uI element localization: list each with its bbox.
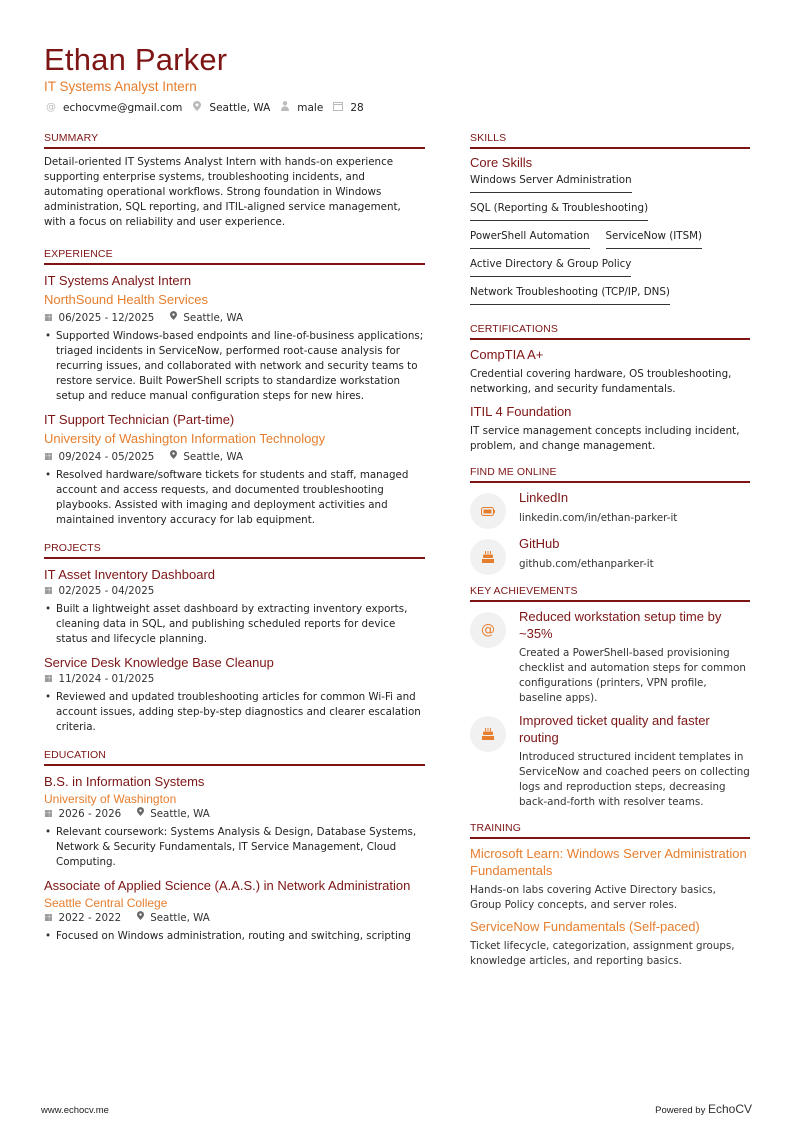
achievement-description: Introduced structured incident templates in ServiceNow and coached peers on collecting logs and reproduction steps, decreasing back-and-forth with resolver teams. bbox=[519, 751, 750, 808]
cake-icon bbox=[470, 716, 506, 752]
entry-dates: 2022 - 2022 bbox=[58, 912, 122, 924]
entry-meta bbox=[44, 584, 425, 599]
cert-title: ITIL 4 Foundation bbox=[470, 404, 572, 419]
section-heading: PROJECTS bbox=[44, 542, 425, 559]
contact-email[interactable] bbox=[46, 102, 182, 114]
cert-description: IT service management concepts including incident, problem, and change management. bbox=[470, 425, 740, 452]
gender-text: male bbox=[297, 101, 324, 114]
skills-section bbox=[470, 132, 750, 313]
profile-label: GitHub bbox=[519, 536, 560, 551]
education-entry bbox=[44, 876, 425, 941]
online-section bbox=[470, 466, 750, 575]
contact-location bbox=[192, 101, 270, 114]
certifications-section bbox=[470, 323, 750, 454]
calendar-icon bbox=[333, 102, 343, 114]
profile-link[interactable]: github.com/ethanparker-it bbox=[519, 558, 654, 570]
training-description: Hands-on labs covering Active Directory basics, Group Policy concepts, and server roles. bbox=[470, 884, 716, 911]
section-heading: EDUCATION bbox=[44, 749, 425, 766]
map-pin-icon bbox=[170, 450, 177, 465]
skill-tag: Active Directory & Group Policy bbox=[470, 257, 631, 277]
bullet-list bbox=[44, 690, 425, 735]
achievement-title: Improved ticket quality and faster routing bbox=[519, 713, 710, 745]
left-column bbox=[44, 132, 425, 951]
calendar-icon: ▦ bbox=[44, 674, 53, 684]
bullet-item: • Built a lightweight asset dashboard by extracting inventory exports, cleaning data in SQL, and publishing scheduled reports for device status and lifecycle planning. bbox=[44, 602, 425, 647]
footer-website[interactable]: www.echocv.me bbox=[41, 1105, 109, 1116]
entry-meta bbox=[44, 911, 425, 926]
achievement-item bbox=[470, 608, 750, 706]
skill-tag: PowerShell Automation bbox=[470, 229, 590, 249]
training-title: Microsoft Learn: Windows Server Administration Fundamentals bbox=[470, 846, 747, 878]
entry-location: Seattle, WA bbox=[183, 451, 244, 463]
online-profile-github[interactable] bbox=[470, 535, 750, 575]
calendar-icon: ▦ bbox=[44, 452, 53, 462]
achievements-section bbox=[470, 585, 750, 810]
bullet-list bbox=[44, 825, 425, 870]
degree-title: Associate of Applied Science (A.A.S.) in Network Administration bbox=[44, 878, 411, 893]
skills-group-title: Core Skills bbox=[470, 155, 533, 170]
entry-meta bbox=[44, 311, 425, 326]
education-entry bbox=[44, 772, 425, 870]
achievement-title: Reduced workstation setup time by ~35% bbox=[519, 609, 722, 641]
entry-location: Seattle, WA bbox=[150, 808, 210, 820]
cake-icon bbox=[470, 539, 506, 575]
school-name: University of Washington bbox=[44, 792, 177, 806]
degree-title: B.S. in Information Systems bbox=[44, 774, 205, 789]
training-description: Ticket lifecycle, categorization, assignment groups, knowledge articles, and reporting basics. bbox=[470, 940, 735, 967]
user-icon bbox=[280, 101, 290, 114]
section-heading: KEY ACHIEVEMENTS bbox=[470, 585, 750, 602]
cert-title: CompTIA A+ bbox=[470, 347, 544, 362]
battery-icon bbox=[470, 493, 506, 529]
summary-text: Detail-oriented IT Systems Analyst Intern with hands-on experience supporting enterprise systems, troubleshooting incidents, and automating operational workflows. Strong foundation in Windows administration, SQL reporting, and ITIL-aligned service management, with a focus on reliability and user experience. bbox=[44, 156, 401, 228]
entry-dates: 02/2025 - 04/2025 bbox=[58, 585, 155, 597]
powered-by-label: Powered by bbox=[655, 1105, 706, 1116]
entry-location: Seattle, WA bbox=[183, 312, 244, 324]
bullet-item: • Relevant coursework: Systems Analysis & Design, Database Systems, Network & Security Fundamentals, IT Service Management, Cloud Computing. bbox=[44, 825, 425, 870]
age-text: 28 bbox=[350, 101, 364, 114]
section-heading: SUMMARY bbox=[44, 132, 425, 149]
bullet-list bbox=[44, 929, 425, 941]
project-entry bbox=[44, 653, 425, 735]
footer-powered-by[interactable] bbox=[655, 1102, 752, 1116]
entry-meta bbox=[44, 450, 425, 465]
bullet-list bbox=[44, 468, 425, 528]
profile-label: LinkedIn bbox=[519, 490, 569, 505]
skill-tag: SQL (Reporting & Troubleshooting) bbox=[470, 201, 648, 221]
brand-name: EchoCV bbox=[707, 1102, 752, 1116]
bullet-item: • Reviewed and updated troubleshooting articles for common Wi-Fi and account issues, adding step-by-step diagnostics and clearer escalation criteria. bbox=[44, 690, 425, 735]
bullet-item: • Resolved hardware/software tickets for students and staff, managed account and access requests, and documented troubleshooting playbooks. Assisted with imaging and deployment activities and maintained inventory accuracy for lab equipment. bbox=[44, 468, 425, 528]
entry-dates: 06/2025 - 12/2025 bbox=[58, 312, 155, 324]
entry-location: Seattle, WA bbox=[150, 912, 210, 924]
online-profile-linkedin[interactable] bbox=[470, 489, 750, 529]
company-name: NorthSound Health Services bbox=[44, 292, 209, 307]
map-pin-icon bbox=[170, 311, 177, 326]
bullet-list bbox=[44, 602, 425, 647]
achievement-description: Created a PowerShell-based provisioning checklist and automation steps for common configurations (printers, VPN profile, baseline apps). bbox=[519, 647, 746, 704]
contact-age bbox=[333, 102, 363, 114]
map-pin-icon bbox=[192, 101, 202, 114]
education-section bbox=[44, 749, 425, 941]
section-heading: EXPERIENCE bbox=[44, 248, 425, 265]
calendar-icon: ▦ bbox=[44, 913, 53, 923]
training-title: ServiceNow Fundamentals (Self-paced) bbox=[470, 919, 700, 934]
location-text: Seattle, WA bbox=[209, 101, 271, 114]
right-column bbox=[470, 132, 750, 979]
experience-entry bbox=[44, 410, 425, 528]
job-title: IT Systems Analyst Intern bbox=[44, 273, 192, 288]
bullet-item: • Supported Windows-based endpoints and line-of-business applications; triaged incidents in ServiceNow, performed root-cause analysis for recurring issues, and collaborated with network and security teams to restore service. Built PowerShell scripts to standardize workstation setup and reduce manual configuration steps for new hires. bbox=[44, 329, 425, 404]
map-pin-icon bbox=[137, 807, 144, 822]
email-text: echocvme@gmail.com bbox=[63, 101, 183, 114]
experience-entry bbox=[44, 271, 425, 404]
entry-meta bbox=[44, 672, 425, 687]
company-name: University of Washington Information Technology bbox=[44, 431, 326, 446]
at-icon: @ bbox=[46, 102, 56, 113]
entry-dates: 11/2024 - 01/2025 bbox=[58, 673, 155, 685]
school-name: Seattle Central College bbox=[44, 896, 168, 910]
profile-link[interactable]: linkedin.com/in/ethan-parker-it bbox=[519, 512, 678, 524]
section-heading: SKILLS bbox=[470, 132, 750, 149]
contact-bar bbox=[46, 101, 374, 114]
project-title: IT Asset Inventory Dashboard bbox=[44, 567, 216, 582]
achievement-item bbox=[470, 712, 750, 810]
skill-tag: ServiceNow (ITSM) bbox=[606, 229, 703, 249]
projects-section bbox=[44, 542, 425, 735]
cert-description: Credential covering hardware, OS troubleshooting, networking, and security fundamentals. bbox=[470, 368, 732, 395]
candidate-name: Ethan Parker bbox=[44, 42, 228, 77]
skill-tag: Network Troubleshooting (TCP/IP, DNS) bbox=[470, 285, 670, 305]
project-title: Service Desk Knowledge Base Cleanup bbox=[44, 655, 274, 670]
skill-tag: Windows Server Administration bbox=[470, 173, 632, 193]
calendar-icon: ▦ bbox=[44, 809, 53, 819]
experience-section bbox=[44, 248, 425, 528]
section-heading: TRAINING bbox=[470, 822, 750, 839]
job-title: IT Support Technician (Part-time) bbox=[44, 412, 235, 427]
calendar-icon: ▦ bbox=[44, 586, 53, 596]
bullet-list bbox=[44, 329, 425, 404]
entry-dates: 2026 - 2026 bbox=[58, 808, 122, 820]
map-pin-icon bbox=[137, 911, 144, 926]
contact-gender bbox=[280, 101, 323, 114]
entry-dates: 09/2024 - 05/2025 bbox=[58, 451, 155, 463]
calendar-icon: ▦ bbox=[44, 313, 53, 323]
summary-section bbox=[44, 132, 425, 230]
section-heading: FIND ME ONLINE bbox=[470, 466, 750, 483]
section-heading: CERTIFICATIONS bbox=[470, 323, 750, 340]
bullet-item: • Focused on Windows administration, routing and switching, scripting bbox=[44, 929, 425, 941]
entry-meta bbox=[44, 807, 425, 822]
project-entry bbox=[44, 565, 425, 647]
at-icon: @ bbox=[470, 612, 506, 648]
training-section bbox=[470, 822, 750, 969]
candidate-title: IT Systems Analyst Intern bbox=[44, 79, 197, 94]
skills-list bbox=[470, 173, 750, 313]
